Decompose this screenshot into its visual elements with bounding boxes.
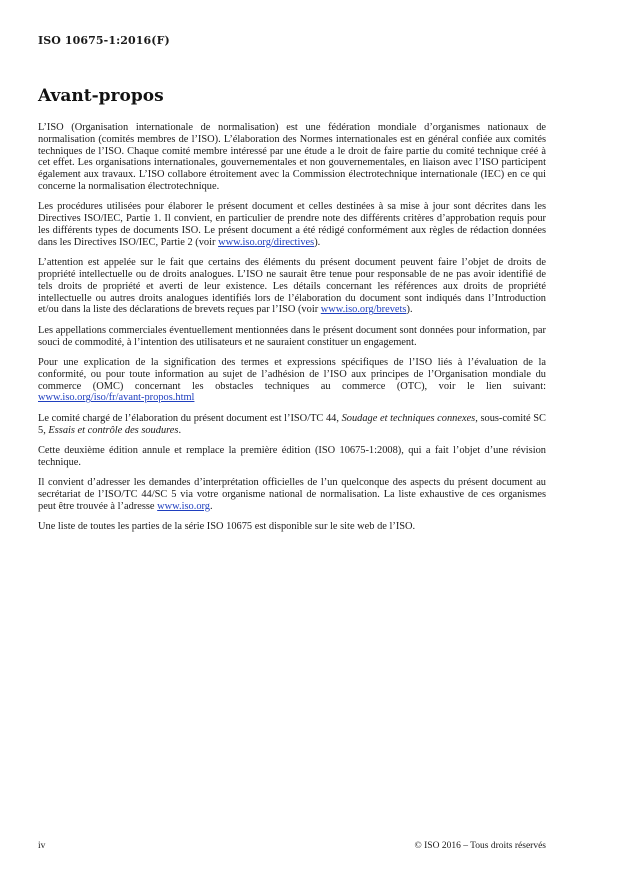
committee-title: Soudage et techniques connexes bbox=[341, 412, 476, 424]
paragraph-series: Une liste de toutes les parties de la série ISO 10675 est disponible sur le site web de l’ISO. bbox=[38, 521, 416, 533]
copyright-notice: © ISO 2016 – Tous droits réservés bbox=[414, 841, 546, 851]
paragraph-interpretation-text: Il convient d’adresser les demandes d’interprétation officielles de l’un quelconque des aspects du présent document au secrétariat de l’ISO/TC 44/SC 5 via votre organisme national de normalisation. La liste exhaustive de ces organismes peut être trouvée à l’adresse bbox=[38, 477, 546, 512]
foreword-link[interactable]: www.iso.org/iso/fr/avant-propos.html bbox=[38, 392, 195, 404]
paragraph-patents bbox=[38, 257, 546, 316]
paragraph-interpretation bbox=[38, 477, 546, 512]
page-footer bbox=[38, 841, 546, 855]
subcommittee-title: Essais et contrôle des soudures bbox=[48, 424, 179, 436]
paragraph-procedures-text: Les procédures utilisées pour élaborer le présent document et celles destinées à sa mise à jour sont décrites dans les Directives ISO/IEC, Partie 1. Il convient, en particulier de prendre note des différents critères d’approbation requis pour les différents types de documents ISO. Le présent document a été rédigé conformément aux règles de rédaction données dans les Directives ISO/IEC, Partie 2 (voir bbox=[38, 201, 546, 248]
paragraph-committee bbox=[38, 413, 546, 437]
iso-link[interactable]: www.iso.org bbox=[157, 500, 210, 512]
page-title: Avant-propos bbox=[38, 86, 164, 106]
paragraph-patents-end: ). bbox=[406, 304, 413, 316]
paragraph-conformity bbox=[38, 357, 546, 404]
paragraph-procedures-end: ). bbox=[314, 236, 321, 248]
paragraph-iso-intro: L’ISO (Organisation internationale de normalisation) est une fédération mondiale d’organismes nationaux de normalisation (comités membres de l’ISO). L’élaboration des Normes internationales est en général confiée aux comités techniques de l’ISO. Chaque comité membre intéressé par une étude a le droit de faire partie du comité technique créé à cet effet. Les organisations internationales, gouvernementales et non gouvernementales, en liaison avec l’ISO participent également aux travaux. L’ISO collabore étroitement avec la Commission électrotechnique internationale (IEC) en ce qui concerne la normalisation électrotechnique. bbox=[38, 122, 546, 192]
page-number: iv bbox=[38, 841, 46, 851]
paragraph-trade-names: Les appellations commerciales éventuellement mentionnées dans le présent document sont données pour information, par souci de commodité, à l’intention des utilisateurs et ne sauraient constituer un engagement. bbox=[38, 324, 546, 348]
foreword-body bbox=[38, 122, 546, 541]
paragraph-patents-text: L’attention est appelée sur le fait que certains des éléments du présent document peuvent faire l’objet de droits de propriété intellectuelle ou de droits analogues. L’ISO ne saurait être tenue pour responsable de ne pas avoir identifié de tels droits de propriété et averti de leur existence. Les détails concernant les références aux droits de propriété intellectuelle ou autres droits analogues identifiés lors de l’élaboration du document sont indiqués dans l’Introduction et/ou dans la liste des déclarations de brevets reçues par l’ISO (voir bbox=[38, 257, 546, 316]
document-id: ISO 10675-1:2016(F) bbox=[38, 34, 170, 47]
patents-link[interactable]: www.iso.org/brevets bbox=[320, 304, 407, 316]
paragraph-committee-end: . bbox=[178, 424, 182, 436]
paragraph-committee-text: Le comité chargé de l’élaboration du présent document est l’ISO/TC 44, bbox=[38, 412, 342, 424]
paragraph-conformity-text: Pour une explication de la signification des termes et expressions spécifiques de l’ISO liés à l’évaluation de la conformité, ou pour toute information au sujet de l’adhésion de l’ISO aux principes de l’Organisation mondiale du commerce (OMC) concernant les obstacles techniques au commerce (OTC), voir le lien suivant: bbox=[38, 356, 546, 392]
paragraph-interpretation-end: . bbox=[209, 500, 213, 512]
paragraph-committee-mid: , sous-comité SC 5, bbox=[38, 412, 546, 436]
directives-link[interactable]: www.iso.org/directives bbox=[218, 236, 315, 248]
paragraph-edition: Cette deuxième édition annule et remplace la première édition (ISO 10675-1:2008), qui a fait l’objet d’une révision technique. bbox=[38, 444, 546, 468]
paragraph-procedures bbox=[38, 201, 546, 248]
